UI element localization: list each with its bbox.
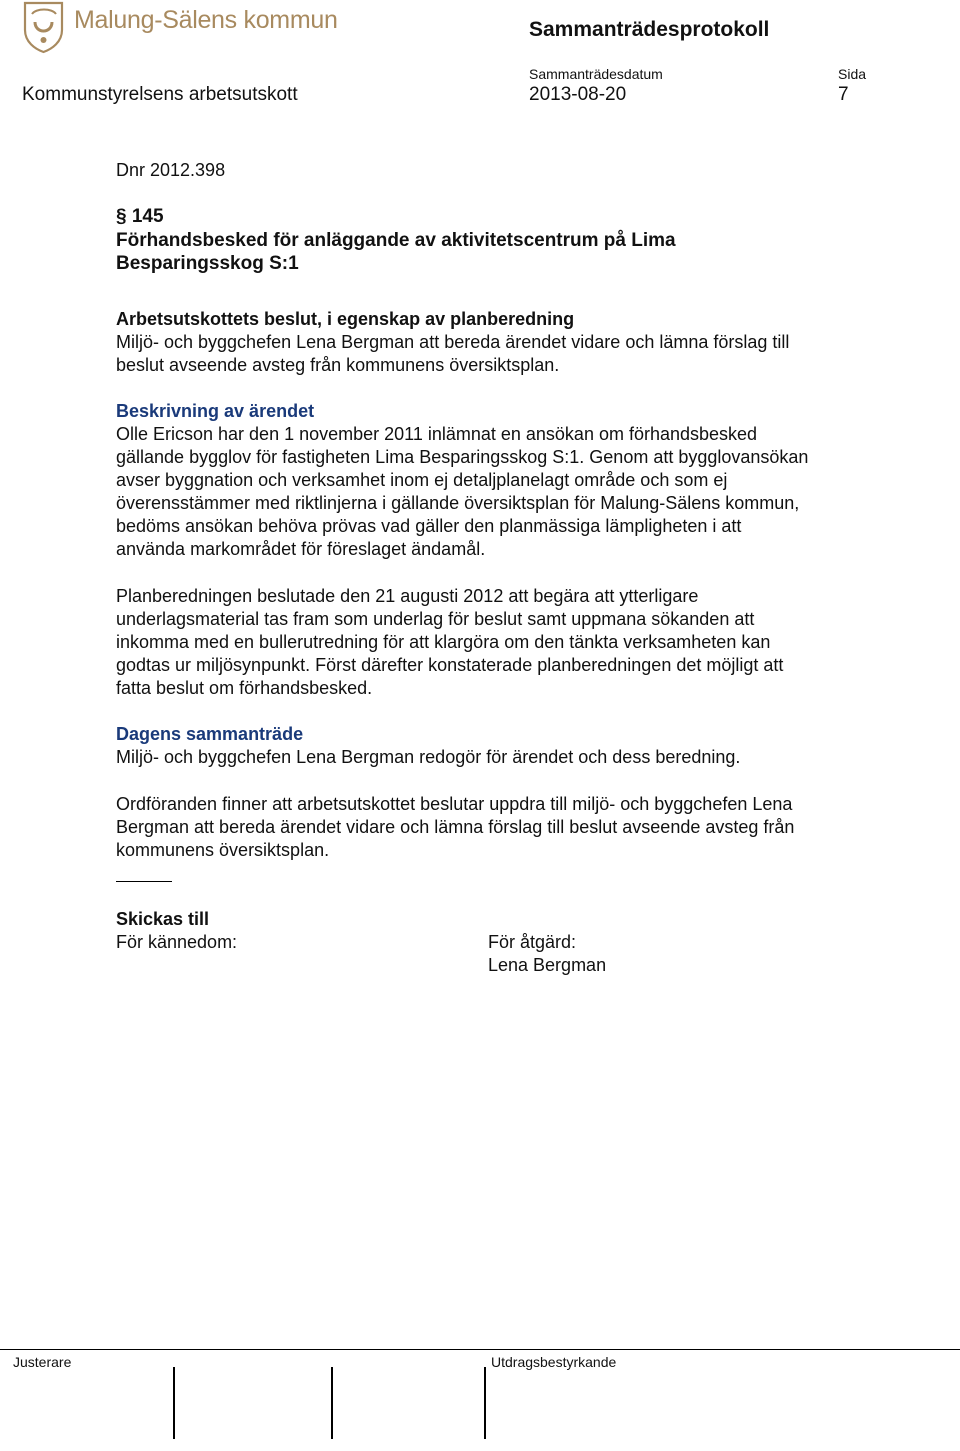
chair-line: Ordföranden finner att arbetsutskottet beslutar uppdra till miljö- och byggchefen Lena bbox=[116, 794, 793, 814]
decision-heading: Arbetsutskottets beslut, i egenskap av planberedning bbox=[116, 309, 575, 329]
distribution-heading: Skickas till bbox=[116, 909, 210, 929]
footer-rule bbox=[0, 1349, 960, 1350]
body-name: Kommunstyrelsens arbetsutskott bbox=[22, 84, 298, 105]
municipality-logo bbox=[22, 0, 338, 56]
action-name: Lena Bergman bbox=[488, 955, 607, 975]
document-type: Sammanträdesprotokoll bbox=[529, 18, 770, 41]
page-label: Sida bbox=[838, 66, 867, 82]
meeting-block bbox=[116, 723, 906, 769]
justerare-label: Justerare bbox=[13, 1354, 72, 1370]
description-block bbox=[116, 400, 906, 561]
section-header bbox=[116, 205, 906, 276]
chair-block bbox=[116, 793, 906, 862]
section-number: § 145 bbox=[116, 206, 164, 227]
planning-line: godtas ur miljösynpunkt. Först därefter konstaterade planberedningen det möjligt att bbox=[116, 655, 784, 675]
decision-line-1: Miljö- och byggchefen Lena Bergman att bereda ärendet vidare och lämna förslag till bbox=[116, 332, 790, 352]
planning-line: inkomma med en bullerutredning för att klargöra om den tänkta verksamheten kan bbox=[116, 632, 771, 652]
case-number: Dnr 2012.398 bbox=[116, 160, 226, 180]
section-title-line-1: Förhandsbesked för anläggande av aktivitetscentrum på Lima bbox=[116, 229, 676, 251]
municipal-crest-icon bbox=[22, 0, 66, 54]
chair-line: kommunens översiktsplan. bbox=[116, 840, 330, 860]
decision-block bbox=[116, 308, 906, 377]
signature-divider bbox=[173, 1367, 175, 1439]
chair-line: Bergman att bereda ärendet vidare och lämna förslag till beslut avseende avsteg från bbox=[116, 817, 795, 837]
decision-line-2: beslut avseende avsteg från kommunens översiktsplan. bbox=[116, 355, 560, 375]
description-heading: Beskrivning av ärendet bbox=[116, 401, 315, 421]
info-label: För kännedom: bbox=[116, 932, 238, 952]
planning-line: Planberedningen beslutade den 21 augusti 2012 att begära att ytterligare bbox=[116, 586, 699, 606]
section-separator bbox=[116, 881, 172, 882]
planning-block bbox=[116, 585, 906, 700]
signature-divider bbox=[484, 1367, 486, 1439]
description-line: gällande bygglov för fastigheten Lima Besparingsskog S:1. Genom att bygglovansökan bbox=[116, 447, 809, 467]
action-label: För åtgärd: bbox=[488, 932, 577, 952]
description-line: överensstämmer med riktlinjerna i gällande översiktsplan för Malung-Sälens kommun, bbox=[116, 493, 800, 513]
description-line: avser byggnation och verksamhet inom ej detaljplanelagt område och som ej bbox=[116, 470, 728, 490]
description-line: bedöms ansökan behöva prövas vad gäller den planmässiga lämpligheten i att bbox=[116, 516, 742, 536]
section-title-line-2: Besparingsskog S:1 bbox=[116, 253, 299, 274]
utdrag-label: Utdragsbestyrkande bbox=[491, 1354, 617, 1370]
meeting-date: 2013-08-20 bbox=[529, 84, 627, 105]
signature-divider bbox=[331, 1367, 333, 1439]
meeting-heading: Dagens sammanträde bbox=[116, 724, 304, 744]
logo-text: Malung-Sälens kommun bbox=[74, 6, 338, 34]
meeting-line: Miljö- och byggchefen Lena Bergman redogör för ärendet och dess beredning. bbox=[116, 747, 741, 767]
planning-line: underlagsmaterial tas fram som underlag för beslut samt uppmana sökanden att bbox=[116, 609, 755, 629]
date-label: Sammanträdesdatum bbox=[529, 66, 663, 82]
description-line: Olle Ericson har den 1 november 2011 inlämnat en ansökan om förhandsbesked bbox=[116, 424, 758, 444]
description-line: använda markområdet för föreslaget ändamål. bbox=[116, 539, 486, 559]
page-number: 7 bbox=[838, 84, 849, 105]
planning-line: fatta beslut om förhandsbesked. bbox=[116, 678, 373, 698]
action-block bbox=[488, 931, 788, 977]
